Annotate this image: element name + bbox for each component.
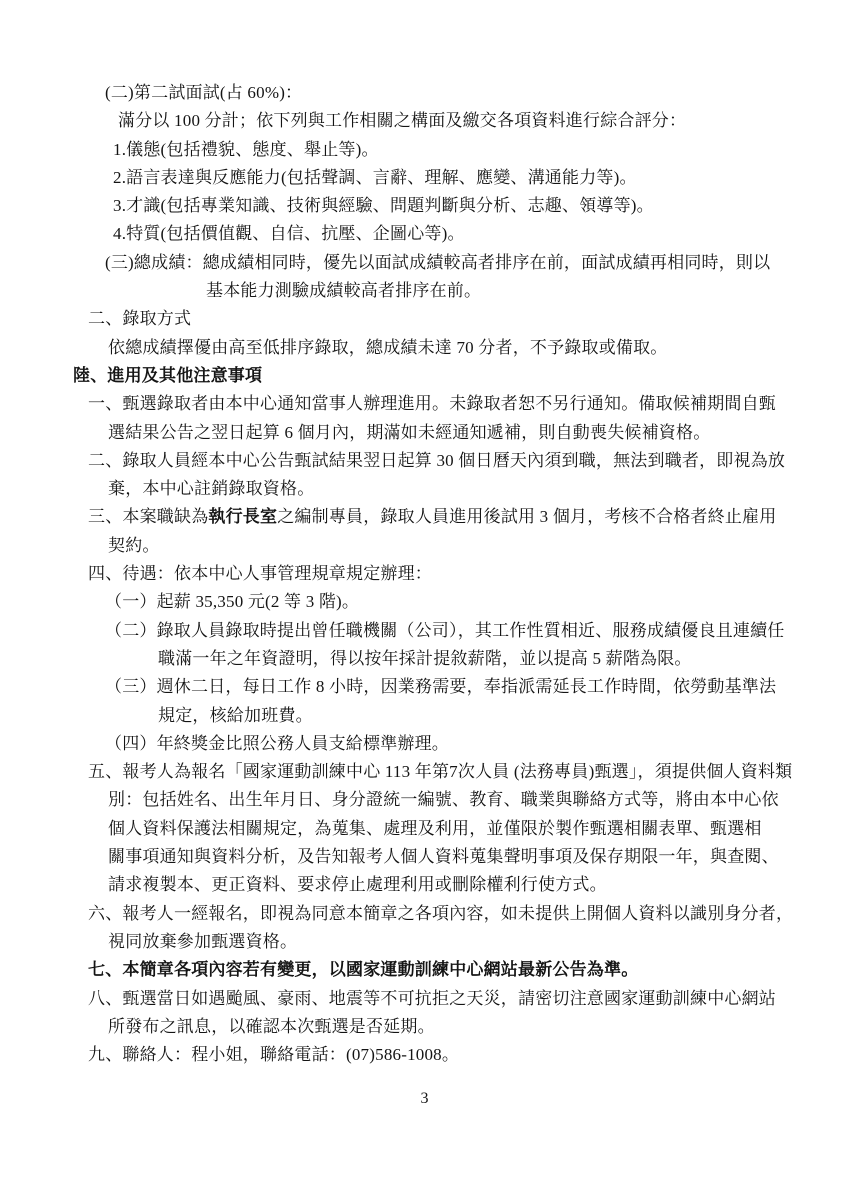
text-segment: 所發布之訊息，以確認本次甄選是否延期。 [108,1016,435,1036]
document-line [0,192,849,220]
document-line [0,532,849,560]
text-segment: 一、甄選錄取者由本中心通知當事人辦理進用。未錄取者恕不另行通知。備取候補期間自甄 [88,394,776,414]
text-segment: 四、待遇：依本中心人事管理規章規定辦理： [88,564,432,584]
document-line [0,617,849,645]
document-line [0,334,849,362]
text-segment: 之編制專員，錄取人員進用後試用 3 個月，考核不合格者終止雇用 [277,507,777,527]
text-segment: （一）起薪 35,350 元(2 等 3 階)。 [105,592,360,612]
document-line [0,786,849,814]
text-segment: 別：包括姓名、出生年月日、身分證統一編號、教育、職業與聯絡方式等，將由本中心依 [108,790,779,810]
document-line [0,815,849,843]
document-line [0,871,849,899]
text-segment: 二、錄取方式 [88,309,192,329]
text-segment: 1.儀態(包括禮貌、態度、舉止等)。 [113,139,379,159]
document-line [0,985,849,1013]
document-line [0,107,849,135]
document-line [0,447,849,475]
text-segment: 選結果公告之翌日起算 6 個月內，期滿如未經通知遞補，則自動喪失候補資格。 [108,422,711,442]
document-line [0,390,849,418]
text-segment: 三、本案職缺為 [88,507,209,527]
document-line [0,673,849,701]
document-line [0,503,849,531]
document-line [0,305,849,333]
document-line [0,136,849,164]
text-segment: 滿分以 100 分計；依下列與工作相關之構面及繳交各項資料進行綜合評分： [118,111,687,131]
text-segment: 棄，本中心註銷錄取資格。 [108,479,315,499]
text-segment: 九、聯絡人：程小姐，聯絡電話：(07)586-1008。 [88,1045,460,1065]
document-line [0,730,849,758]
document-line [0,560,849,588]
text-segment: （三）週休二日，每日工作 8 小時，因業務需要，奉指派需延長工作時間，依勞動基準法 [105,677,777,697]
text-segment: (三)總成績：總成績相同時，優先以面試成績較高者排序在前，面試成績再相同時，則以 [105,252,771,272]
document-line [0,588,849,616]
document-line [0,475,849,503]
bold-text-segment: 七、本簡章各項內容若有變更，以國家運動訓練中心網站最新公告為準。 [88,960,639,980]
document-line [0,645,849,673]
page-number: 3 [420,1090,429,1107]
text-segment: 職滿一年之年資證明，得以按年採計提敘薪階，並以提高 5 薪階為限。 [158,648,692,668]
document-line [0,956,849,984]
document-line [0,1041,849,1069]
text-segment: 關事項通知與資料分析，及告知報考人個人資料蒐集聲明事項及保存期限一年，與查閱、 [108,847,779,867]
text-segment: 基本能力測驗成績較高者排序在前。 [206,281,482,301]
document-line [0,249,849,277]
text-segment: 視同放棄參加甄選資格。 [108,931,298,951]
bold-text-segment: 執行長室 [208,507,278,527]
text-segment: （四）年終獎金比照公務人員支給標準辦理。 [105,733,449,753]
document-line [0,928,849,956]
document-body [0,79,849,1069]
document-line [0,1013,849,1041]
document-line [0,702,849,730]
text-segment: 八、甄選當日如遇颱風、豪雨、地震等不可抗拒之天災，請密切注意國家運動訓練中心網站 [88,988,776,1008]
text-segment: 依總成績擇優由高至低排序錄取，總成績未達 70 分者，不予錄取或備取。 [108,337,668,357]
text-segment: 3.才識(包括專業知識、技術與經驗、問題判斷與分析、志趣、領導等)。 [113,196,654,216]
text-segment: （二）錄取人員錄取時提出曾任職機關（公司），其工作性質相近、服務成績優良且連續任 [105,620,785,640]
document-line [0,843,849,871]
text-segment: 二、錄取人員經本中心公告甄試結果翌日起算 30 個日曆天內須到職，無法到職者，即視為放 [88,450,786,470]
text-segment: 請求複製本、更正資料、要求停止處理利用或刪除權利行使方式。 [108,875,607,895]
text-segment: 個人資料保護法相關規定，為蒐集、處理及利用，並僅限於製作甄選相關表單、甄選相 [108,818,762,838]
document-line [0,419,849,447]
text-segment: 六、報考人一經報名，即視為同意本簡章之各項內容，如未提供上開個人資料以識別身分者， [88,903,794,923]
text-segment: 契約。 [108,535,160,555]
bold-text-segment: 陸、進用及其他注意事項 [73,365,263,385]
text-segment: (二)第二試面試(占 60%)： [105,83,303,102]
text-segment: 五、報考人為報名「國家運動訓練中心 113 年第7次人員 (法務專員)甄選」，須提供個人資料類 [88,762,793,782]
text-segment: 規定，核給加班費。 [158,705,313,725]
document-line [0,220,849,248]
text-segment: 4.特質(包括價值觀、自信、抗壓、企圖心等)。 [113,224,465,244]
document-line [0,758,849,786]
document-line [0,79,849,107]
document-line [0,362,849,390]
document-line [0,900,849,928]
document-line [0,277,849,305]
document-line [0,164,849,192]
text-segment: 2.語言表達與反應能力(包括聲調、言辭、理解、應變、溝通能力等)。 [113,167,637,187]
